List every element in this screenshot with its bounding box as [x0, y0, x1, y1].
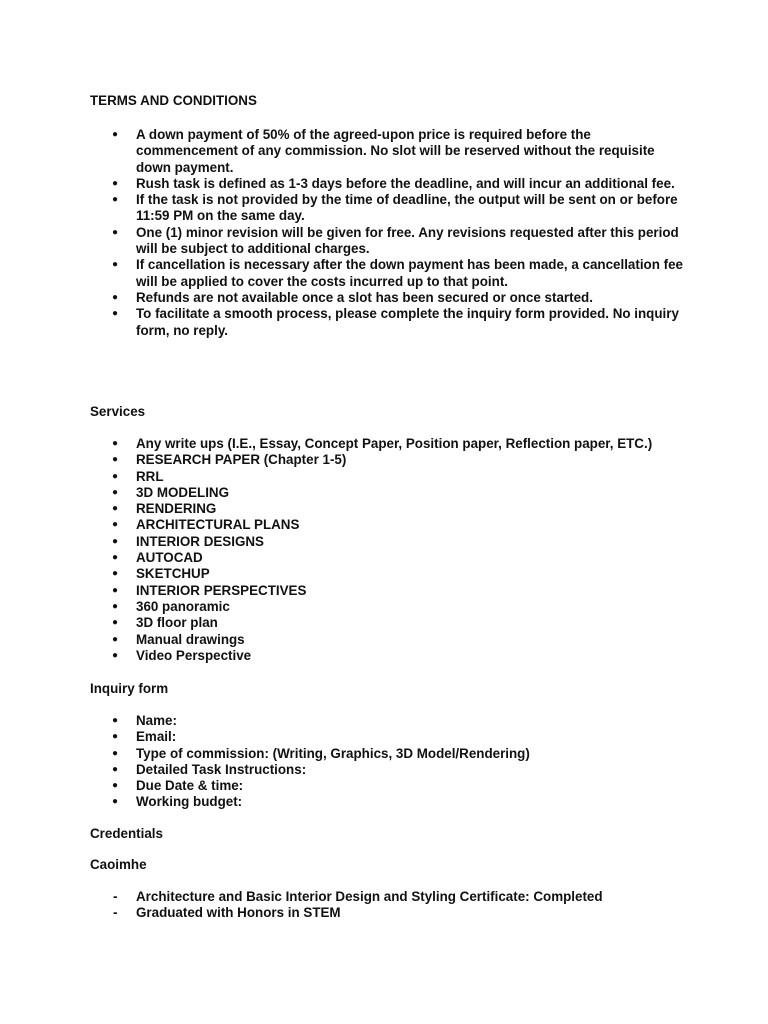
- services-heading: Services: [90, 404, 146, 419]
- bullet-icon: ●: [112, 617, 119, 629]
- terms-item-text: If cancellation is necessary after the down payment has been made, a cancellation fee will be applied to cover the costs incurred up to that point.: [136, 257, 683, 289]
- bullet-icon: ●: [112, 568, 119, 580]
- bullet-icon: ●: [112, 715, 119, 726]
- inquiry-item-text: Type of commission: (Writing, Graphics, 3D Model/Rendering): [136, 745, 530, 761]
- inquiry-item-text: Email:: [136, 729, 177, 745]
- bullet-icon: ●: [112, 649, 119, 661]
- bullet-icon: ●: [112, 519, 119, 531]
- credential-item-text: Architecture and Basic Interior Design and Styling Certificate: Completed: [136, 889, 603, 904]
- terms-item-text: One (1) minor revision will be given for free. Any revisions requested after this period will be subject to additional charges.: [136, 224, 679, 257]
- bullet-icon: ●: [112, 535, 119, 547]
- bullet-icon: ●: [112, 747, 119, 759]
- list-item: [0, 225, 686, 258]
- bullet-icon: ●: [112, 633, 119, 645]
- list-item: [0, 599, 686, 615]
- dash-marker: -: [113, 889, 118, 904]
- service-item-text: Any write ups (I.E., Essay, Concept Paper, Position paper, Reflection paper, ETC.): [136, 436, 653, 451]
- service-item-text: RESEARCH PAPER (Chapter 1-5): [136, 452, 347, 468]
- list-item: [0, 566, 686, 582]
- inquiry-item-text: Due Date & time:: [136, 778, 244, 794]
- inquiry-heading: Inquiry form: [90, 681, 169, 696]
- list-item: [0, 127, 686, 176]
- service-item-text: SKETCHUP: [136, 566, 210, 582]
- bullet-icon: ●: [112, 308, 119, 320]
- bullet-icon: ●: [112, 194, 119, 206]
- bullet-icon: ●: [112, 259, 119, 271]
- service-item-text: RENDERING: [136, 501, 217, 517]
- bullet-icon: ●: [112, 291, 119, 303]
- bullet-icon: ●: [112, 763, 119, 775]
- list-item: [0, 192, 686, 225]
- service-item-text: AUTOCAD: [136, 550, 203, 566]
- bullet-icon: ●: [112, 796, 119, 808]
- inquiry-item-text: Working budget:: [136, 794, 243, 810]
- terms-item-text: Rush task is defined as 1-3 days before the deadline, and will incur an additional fee.: [136, 175, 675, 191]
- list-item: [0, 469, 686, 485]
- list-item: [0, 501, 686, 517]
- service-item-text: ARCHITECTURAL PLANS: [136, 517, 300, 533]
- list-item: [0, 778, 686, 794]
- credentials-list: [0, 889, 603, 922]
- list-item: [0, 290, 686, 306]
- bullet-icon: ●: [112, 177, 119, 189]
- terms-heading: TERMS AND CONDITIONS: [90, 93, 257, 108]
- credential-item-text: Graduated with Honors in STEM: [136, 905, 341, 921]
- list-item: [0, 534, 686, 550]
- service-item-text: INTERIOR PERSPECTIVES: [136, 582, 307, 598]
- list-item: [0, 583, 686, 599]
- bullet-icon: ●: [112, 129, 119, 140]
- service-item-text: Manual drawings: [136, 631, 245, 647]
- terms-item-text: Refunds are not available once a slot has been secured or once started.: [136, 289, 593, 305]
- bullet-icon: ●: [112, 584, 119, 596]
- dash-marker: -: [113, 905, 118, 921]
- list-item: [0, 452, 686, 468]
- bullet-icon: ●: [112, 503, 119, 515]
- list-item: [0, 713, 686, 729]
- service-item-text: 360 panoramic: [136, 598, 230, 614]
- services-list: [0, 436, 653, 664]
- list-item: [0, 615, 686, 631]
- service-item-text: RRL: [136, 468, 164, 484]
- list-item: [0, 176, 686, 192]
- service-item-text: INTERIOR DESIGNS: [136, 533, 264, 549]
- bullet-icon: ●: [112, 486, 119, 498]
- list-item: [0, 306, 686, 339]
- terms-item-text: A down payment of 50% of the agreed-upon price is required before the commencement of any commission. No slot will be reserved without the requisite down payment.: [136, 127, 655, 175]
- bullet-icon: ●: [112, 454, 119, 466]
- terms-item-text: If the task is not provided by the time of deadline, the output will be sent on or before 11:59 PM on the same day.: [136, 192, 678, 224]
- bullet-icon: ●: [112, 470, 119, 482]
- list-item: [0, 729, 686, 745]
- bullet-icon: ●: [112, 552, 119, 564]
- service-item-text: 3D floor plan: [136, 615, 218, 631]
- list-item: [0, 648, 686, 664]
- list-item: [0, 436, 686, 452]
- list-item: [0, 517, 686, 533]
- list-item: [0, 794, 686, 810]
- list-item: [0, 550, 686, 566]
- list-item: [0, 762, 686, 778]
- inquiry-list: [0, 713, 600, 811]
- person-name: Caoimhe: [90, 857, 147, 872]
- bullet-icon: ●: [112, 226, 119, 238]
- terms-list: [0, 127, 683, 339]
- terms-item-text: To facilitate a smooth process, please complete the inquiry form provided. No inquiry form, no reply.: [136, 306, 679, 338]
- inquiry-item-text: Name:: [136, 713, 177, 728]
- bullet-icon: ●: [112, 780, 119, 792]
- list-item: [0, 746, 686, 762]
- bullet-icon: ●: [112, 600, 119, 612]
- list-item: [0, 632, 686, 648]
- list-item: [0, 889, 686, 905]
- bullet-icon: ●: [112, 731, 119, 743]
- list-item: [0, 905, 686, 921]
- inquiry-item-text: Detailed Task Instructions:: [136, 761, 307, 777]
- credentials-heading: Credentials: [90, 826, 163, 841]
- bullet-icon: ●: [112, 438, 119, 449]
- list-item: [0, 257, 686, 290]
- service-item-text: 3D MODELING: [136, 484, 229, 500]
- list-item: [0, 485, 686, 501]
- service-item-text: Video Perspective: [136, 647, 252, 663]
